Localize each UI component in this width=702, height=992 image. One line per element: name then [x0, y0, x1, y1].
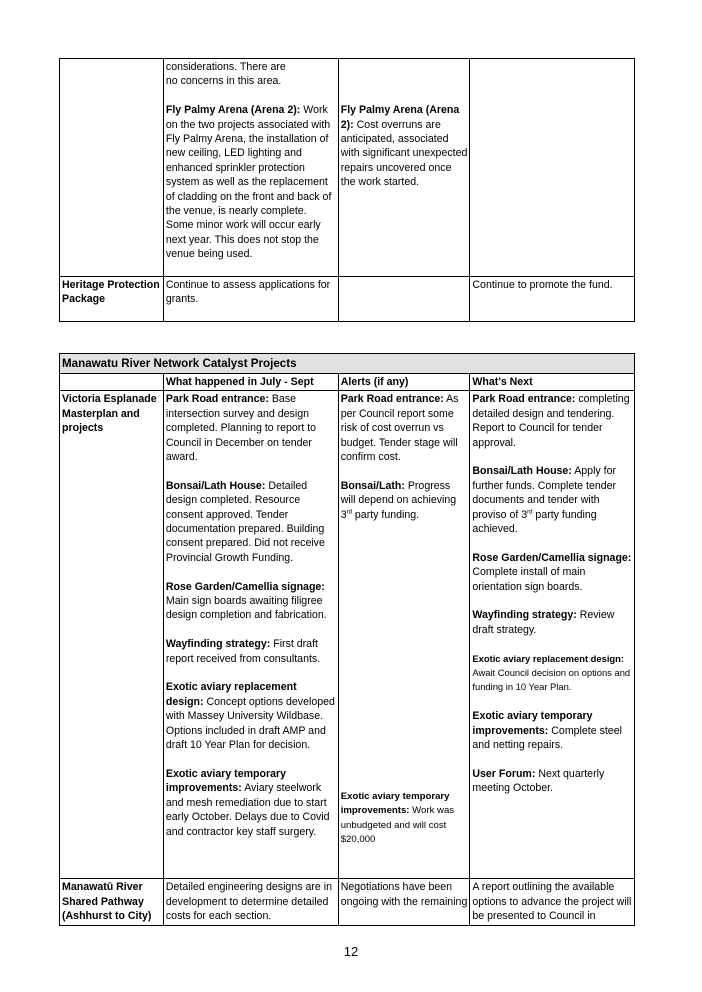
table-row [60, 879, 635, 925]
header-row [60, 374, 635, 391]
list-item: Exotic aviary temporary improvements: Complete steel and netting repairs. [472, 710, 622, 752]
list-item: Exotic aviary replacement design: Concept options developed with Massey University Wildbase. Options included in draft AMP and draft 10 Year Plan for decision. [165, 681, 335, 752]
list-item: Rose Garden/Camellia signage: Complete install of main orientation sign boards. [472, 551, 632, 593]
row-label-cell: Victoria Esplanade Masterplan and projects [60, 391, 164, 879]
river-network-projects-table [59, 353, 635, 926]
list-item: Exotic aviary temporary improvements: Aviary steelwork and mesh remediation due to start early October. Delays due to Covid and contractor key staff surgery. [165, 767, 330, 838]
intro-line: no concerns in this area. [165, 75, 282, 88]
next-cell: Continue to promote the fund. [470, 277, 635, 322]
happened-cell: Continue to assess applications for grants. [163, 277, 338, 322]
column-header: What happened in July - Sept [163, 374, 338, 391]
table-row [60, 391, 635, 879]
row-label-cell [60, 59, 164, 277]
list-item: Park Road entrance: Base intersection survey and design completed. Planning to report to Council in December on tender award. [165, 393, 317, 464]
table-title-row [60, 354, 635, 374]
item-heading: Fly Palmy Arena (Arena 2): [165, 104, 301, 117]
list-item: Exotic aviary temporary improvements: Work was unbudgeted and will cost $20,000 [340, 791, 455, 846]
happened-cell: Detailed engineering designs are in development to determine detailed costs for each section. [163, 879, 338, 925]
list-item: User Forum: Next quarterly meeting October. [472, 767, 605, 795]
next-cell: A report outlining the available options to advance the project will be presented to Council in [470, 879, 635, 925]
item-heading: Fly Palmy Arena (Arena 2): [340, 104, 460, 131]
page-number: 12 [343, 944, 359, 959]
list-item: Bonsai/Lath: Progress will depend on achieving 3rd party funding. [340, 479, 457, 521]
list-item: Wayfinding strategy: Review draft strategy. [472, 609, 615, 636]
section-title: Manawatu River Network Catalyst Projects [60, 354, 635, 374]
column-header: What’s Next [470, 374, 635, 391]
list-item: Exotic aviary replacement design: Await Council decision on options and funding in 10 Year Plan. [472, 652, 631, 693]
list-item: Bonsai/Lath House: Apply for further funds. Complete tender documents and tender with proviso of 3rd party funding achieved. [472, 465, 617, 536]
table-row [60, 277, 635, 322]
table-row [60, 59, 635, 277]
alerts-cell [338, 59, 470, 277]
alerts-cell: Negotiations have been ongoing with the remaining [338, 879, 470, 925]
next-cell [470, 59, 635, 277]
column-header [60, 374, 164, 391]
row-label-cell: Heritage Protection Package [60, 277, 164, 322]
happened-cell [163, 391, 338, 879]
column-header: Alerts (if any) [338, 374, 470, 391]
next-cell [470, 391, 635, 879]
item-text: Work on the two projects associated with Fly Palmy Arena, the installation of new ceiling, LED lighting and enhanced sprinkler protection system as well as the replacement of cladding on the front and back of the venue, is nearly complete. Some minor work will occur early next year. This does not stop the venue being used. [165, 104, 332, 261]
alerts-cell [338, 277, 470, 322]
list-item: Rose Garden/Camellia signage: Main sign boards awaiting filigree design completion and fabrication. [165, 580, 327, 622]
happened-cell [163, 59, 338, 277]
list-item: Park Road entrance: As per Council report some risk of cost overrun vs budget. Tender stage will confirm cost. [340, 393, 459, 464]
list-item: Park Road entrance: completing detailed design and tendering. Report to Council for tender approval. [472, 393, 630, 449]
row-label-cell: Manawatū River Shared Pathway (Ashhurst to City) [60, 879, 164, 925]
intro-line: considerations. There are [165, 61, 286, 73]
alerts-cell [338, 391, 470, 879]
list-item: Wayfinding strategy: First draft report received from consultants. [165, 638, 321, 665]
list-item: Bonsai/Lath House: Detailed design completed. Resource consent approved. Tender documentation prepared. Building consent prepared. Did not receive Provincial Growth Funding. [165, 479, 325, 564]
item-text: Cost overruns are anticipated, associated with significant unexpected repairs uncovered once the work started. [340, 118, 468, 189]
continued-projects-table [59, 58, 635, 322]
